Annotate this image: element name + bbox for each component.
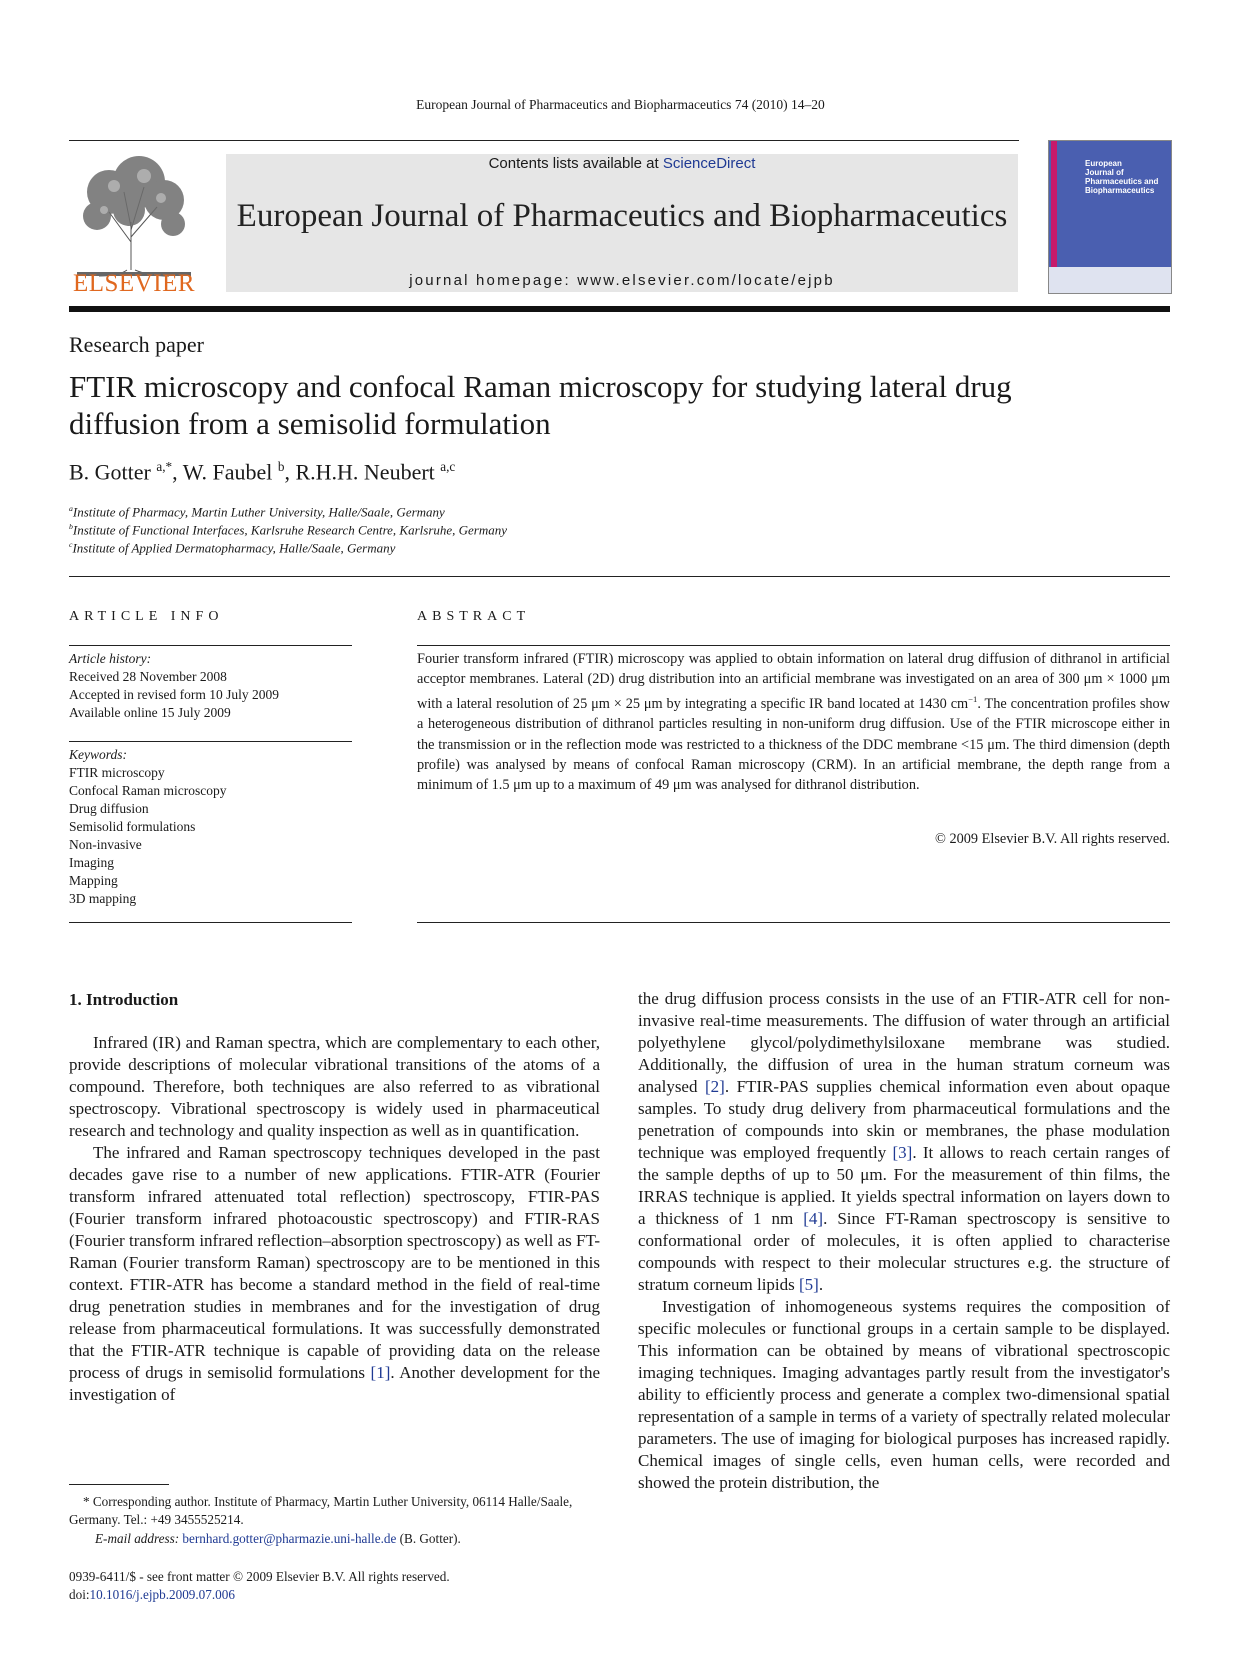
article-type: Research paper [69,332,204,357]
contents-prefix: Contents lists available at [488,155,663,172]
affiliation-text: Institute of Pharmacy, Martin Luther University, Halle/Saale, Germany [72,504,445,520]
paragraph-text: . Since FT-Raman spectroscopy is sensitive to conformational order of molecules, it is often applied to characterise compounds with respect to their molecular structures e.g. the structure of stratum corneum lipids [638,1209,1171,1294]
reference-link[interactable]: [1] [370,1363,391,1382]
article-history [69,650,279,722]
journal-cover-thumbnail [1048,140,1172,294]
abstract-heading: ABSTRACT [417,609,531,624]
journal-homepage[interactable]: journal homepage: www.elsevier.com/locate/ejpb [409,272,835,289]
keyword: Mapping [69,873,118,888]
keywords-label: Keywords: [69,747,127,762]
doi-prefix: doi: [69,1587,90,1602]
keyword: FTIR microscopy [69,765,165,780]
author-name[interactable]: R.H.H. Neubert [295,459,435,485]
abstract-copyright: © 2009 Elsevier B.V. All rights reserved. [935,831,1170,847]
keywords-block [69,746,226,908]
affiliation-mark: a [69,504,73,513]
affiliation-mark: b [69,522,73,531]
paragraph [638,988,1170,1296]
paragraph-text: The infrared and Raman spectroscopy techniques developed in the past decades gave rise to a number of new applications. FTIR-ATR (Fourier transform infrared attenuated total reflection) spectroscopy, FTIR-PAS (Fourier transform infrared photoacoustic spectroscopy) and FTIR-RAS (Fourier transform infrared reflection–absorption spectroscopy) as well as FT-Raman (Fourier transform Raman) spectroscopy are to be mentioned in this context. FTIR-ATR has become a standard method in the field of real-time drug penetration studies in membranes and for the investigation of drug release from pharmaceutical formulations. It was successfully demonstrated that the FTIR-ATR technique is capable of providing data on the release process of drugs in semisolid formulations [69,1143,600,1382]
doi-line [69,1586,600,1604]
article-title [69,368,1169,442]
abstract-rule [417,922,1170,923]
left-column [69,1032,600,1406]
email-footnote [69,1530,626,1548]
abstract-superscript: −1 [968,694,978,705]
paragraph [69,1142,600,1406]
paragraph-text: . Another development for the investigation of [69,1363,600,1404]
author-affiliation-mark: a,c [440,459,456,474]
journal-name: European Journal of Pharmaceutics and Biopharmaceutics [236,198,1008,234]
abstract-part: . The concentration profiles show a heterogeneous distribution of dithranol particles resulting in non-uniform drug diffusion. Use of the FTIR microscope either in the transmission or in the reflection mode was restricted to a thickness of the DDC membrane <15 μm. The third dimension (depth profile) was analysed by means of confocal Raman microscopy (CRM). In an artificial membrane, the depth range from a minimum of 1.5 μm up to a maximum of 49 μm was analysed for dithranol distribution. [417,696,1171,793]
paragraph-text: . [818,1275,824,1294]
reference-link[interactable]: [2] [704,1077,725,1096]
right-column [638,988,1170,1494]
abstract-rule [417,645,1170,646]
info-rule [69,645,352,646]
abstract-part: Fourier transform infrared (FTIR) microscopy was applied to obtain information on lateral drug diffusion of dithranol in artificial acceptor membranes. Lateral (2D) drug distribution into an artificial membrane was investigated on an area of 300 μm × 1000 μm with a lateral resolution of 25 μm × 25 μm by integrating a specific IR band located at 1430 cm [417,651,1170,713]
affiliation-text: Institute of Functional Interfaces, Karlsruhe Research Centre, Karlsruhe, Germany [72,522,508,538]
reference-link[interactable]: [5] [799,1275,819,1294]
reference-link[interactable]: [3] [892,1143,913,1162]
abstract-text [417,649,1170,795]
paragraph-text: . It allows to reach certain ranges of the sample depths of up to 50 μm. For the measurement of thin films, the IRRAS technique is applied. It yields spectral information on layers down to a thickness of 1 nm [638,1143,1171,1228]
cover-title-line: European [1085,159,1122,168]
paragraph: Infrared (IR) and Raman spectra, which are complementary to each other, provide descriptions of molecular vibrational transitions of the atoms of a compound. Therefore, both techniques are also referred to as vibrational spectroscopy. Vibrational spectroscopy is widely used in pharmaceutical research and technology and quality inspection as well as in quantification. [69,1033,600,1140]
email-label: E-mail address: [95,1531,183,1546]
keyword: Non-invasive [69,837,142,852]
keyword: 3D mapping [69,891,137,906]
online-date: Available online 15 July 2009 [69,705,231,720]
author-name[interactable]: B. Gotter [69,459,151,485]
received-date: Received 28 November 2008 [69,669,227,684]
sciencedirect-link[interactable]: ScienceDirect [662,155,756,172]
author-list: B. Gotter $^{a,*}$, W. Faubel $^b$, R.H.H. Neubert $^{a,c}$ [69,459,456,485]
author-affiliation-mark: a,* [156,459,173,474]
cover-title-line: Journal of [1085,168,1124,177]
contents-line [226,155,1018,172]
keyword: Imaging [69,855,114,870]
revised-date: Accepted in revised form 10 July 2009 [69,687,279,702]
header-thick-rule [69,306,1170,312]
info-rule [69,922,352,923]
paragraph-text: . FTIR-PAS supplies chemical information even about opaque samples. To study drug delivery from pharmaceutical formulations and the penetration of compounds into skin or membranes, the phase modulation technique was employed frequently [638,1077,1170,1162]
author-affiliation-mark: b [277,459,285,474]
article-info-heading: ARTICLE INFO [69,609,224,624]
issn-line: 0939-6411/$ - see front matter © 2009 Elsevier B.V. All rights reserved. [69,1569,450,1584]
affiliation-mark: c [69,540,73,549]
history-label: Article history: [69,651,152,666]
affiliation-text: Institute of Applied Dermatopharmacy, Halle/Saale, Germany [72,540,396,556]
affiliation [69,540,395,556]
paragraph: Investigation of inhomogeneous systems requires the composition of specific molecules or functional groups in a certain sample to be displayed. This information can be obtained by means of vibrational spectroscopic imaging techniques. Imaging advantages partly result from the investigator's ability to efficiently process and generate a complex two-dimensional spatial representation of a sample in terms of a variety of spectrally related molecular parameters. The use of imaging for biological purposes has increased rapidly. Chemical images of single cells, even human cells, were recorded and showed the protein distribution, the [638,1297,1170,1492]
keyword: Confocal Raman microscopy [69,783,227,798]
email-suffix: (B. Gotter). [396,1531,461,1546]
cover-footer [1049,267,1171,293]
keyword: Drug diffusion [69,801,149,816]
section-heading: 1. Introduction [69,990,179,1009]
info-rule [69,741,352,742]
affiliation [69,522,507,538]
title-line: diffusion from a semisolid formulation [69,406,551,441]
running-head: European Journal of Pharmaceutics and Biopharmaceutics 74 (2010) 14–20 [416,97,825,112]
email-link[interactable]: bernhard.gotter@pharmazie.uni-halle.de [182,1531,397,1546]
top-rule [69,140,1019,141]
footnote-rule [69,1484,169,1485]
elsevier-wordmark: ELSEVIER [72,270,196,297]
corresponding-author-footnote: * Corresponding author. Institute of Pharmacy, Martin Luther University, 06114 Halle/Saale, Germany. Tel.: +49 3455525214. [69,1494,573,1527]
author-name[interactable]: W. Faubel [182,459,273,485]
cover-title [1085,159,1169,195]
cover-title-line: Biopharmaceutics [1085,186,1155,195]
affiliation [69,504,445,520]
title-line: FTIR microscopy and confocal Raman microscopy for studying lateral drug [69,369,1012,404]
doi-link[interactable]: 10.1016/j.ejpb.2009.07.006 [89,1587,235,1602]
paragraph-text: the drug diffusion process consists in the use of an FTIR-ATR cell for non-invasive real-time measurements. The diffusion of water through an artificial polyethylene glycol/polydimethylsiloxane membrane was studied. Additionally, the diffusion of urea in the human stratum corneum was analysed [638,989,1170,1096]
keyword: Semisolid formulations [69,819,196,834]
affiliations-rule [69,576,1170,577]
cover-title-line: Pharmaceutics and [1085,177,1159,186]
reference-link[interactable]: [4] [803,1209,824,1228]
